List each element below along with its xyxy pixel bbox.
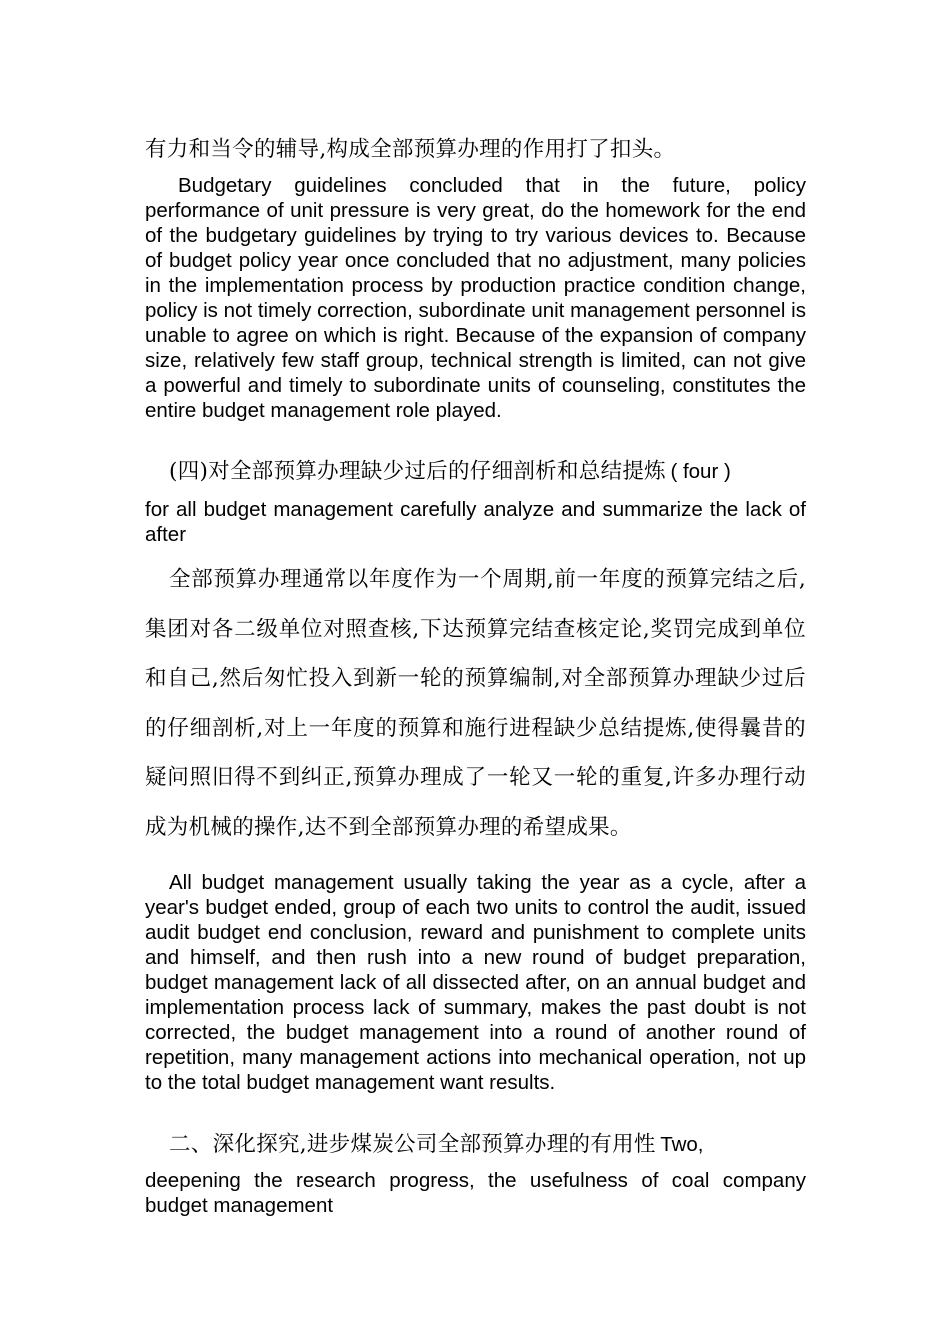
heading-section-4-en: for all budget management carefully analyze and summarize the lack of after bbox=[145, 498, 806, 546]
heading-section-2-en-inline: Two, bbox=[660, 1133, 704, 1156]
paragraph-cn-1: 有力和当令的辅导,构成全部预算办理的作用打了扣头。 bbox=[145, 137, 676, 162]
heading-section-4 bbox=[145, 457, 806, 489]
paragraph-en-2: All budget management usually taking the year as a cycle, after a year's budget ended, group of each two units to control the audit, issued audit budget end conclusion, reward and punishment to complete units and himself, and then rush into a new round of budget preparation, budget management lack of all dissected after, on an annual budget and implementation process lack of summary, makes the past doubt is not corrected, the budget management into a round of another round of repetition, many management actions into mechanical operation, not up to the total budget management want results. bbox=[145, 871, 806, 1094]
heading-section-4-cn: (四)对全部预算办理缺少过后的仔细剖析和总结提炼 bbox=[169, 459, 666, 484]
heading-section-2-en: deepening the research progress, the usefulness of coal company budget management bbox=[145, 1169, 806, 1217]
heading-section-2 bbox=[145, 1130, 806, 1162]
heading-section-4-en-inline: ( four ) bbox=[670, 460, 731, 483]
paragraph-cn-2: 全部预算办理通常以年度作为一个周期,前一年度的预算完结之后,集团对各二级单位对照查核,下达预算完结查核定论,奖罚完成到单位和自己,然后匆忙投入到新一轮的预算编制,对全部预算办理缺少过后的仔细剖析,对上一年度的预算和施行进程缺少总结提炼,使得曩昔的疑问照旧得不到纠正,预算办理成了一轮又一轮的重复,许多办理行动成为机械的操作,达不到全部预算办理的希望成果。 bbox=[145, 567, 806, 840]
paragraph-en-1: Budgetary guidelines concluded that in the future, policy performance of unit pressure is very great, do the homework for the end of the budgetary guidelines by trying to try various devices to. Because of budget policy year once concluded that no adjustment, many policies in the implementation process by production practice condition change, policy is not timely correction, subordinate unit management personnel is unable to agree on which is right. Because of the expansion of company size, relatively few staff group, technical strength is limited, can not give a powerful and timely to subordinate units of counseling, constitutes the entire budget management role played. bbox=[145, 174, 806, 422]
heading-section-2-cn: 二、深化探究,进步煤炭公司全部预算办理的有用性 bbox=[169, 1132, 656, 1157]
